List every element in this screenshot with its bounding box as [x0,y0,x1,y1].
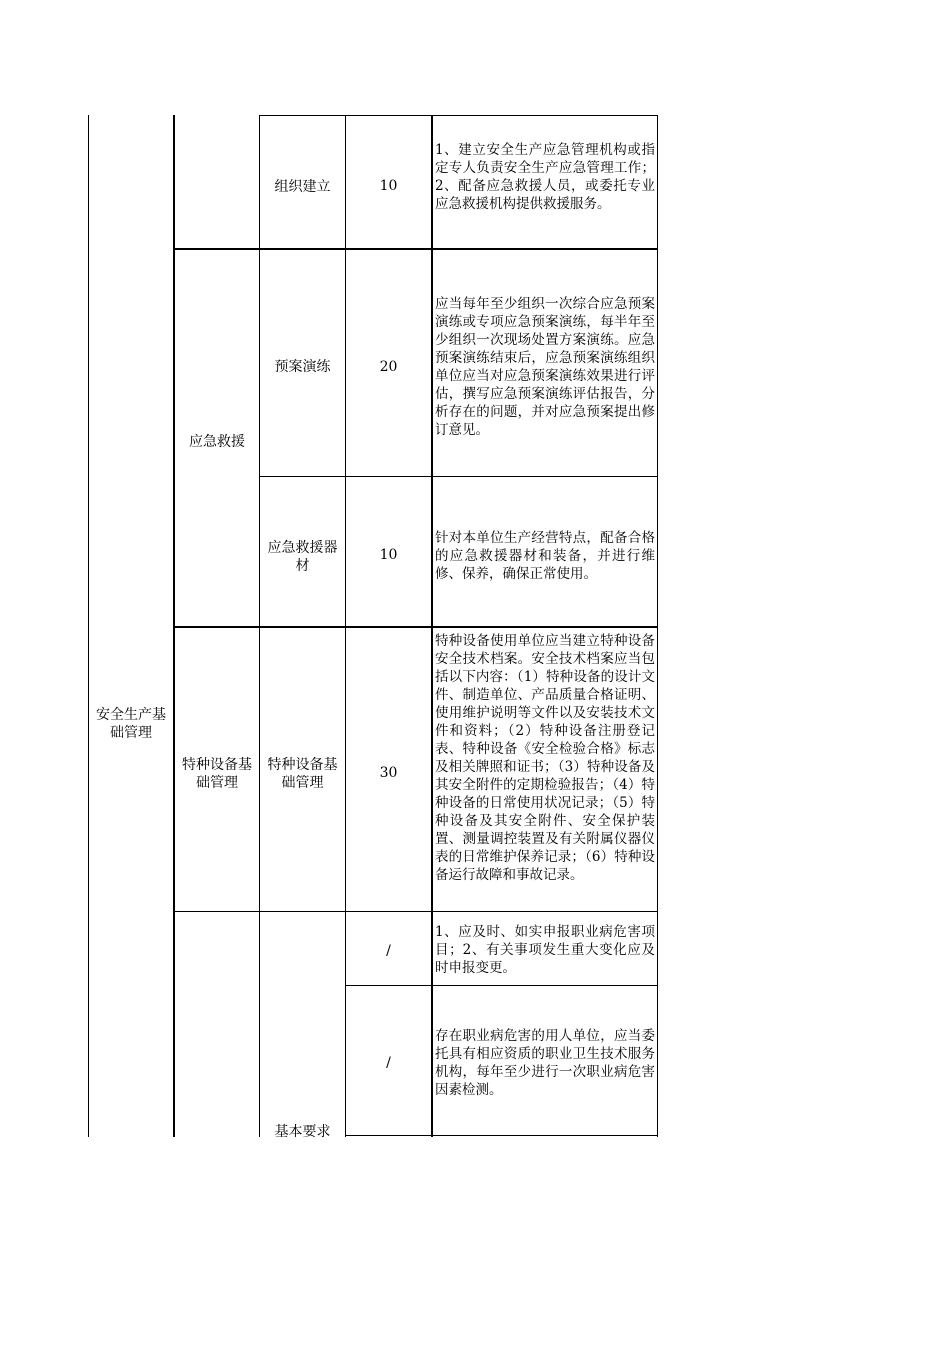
grid-line [345,1135,658,1136]
subcategory-cell: 应急救援 [189,434,245,450]
grid-line [88,115,89,1137]
description-cell: 应当每年至少组织一次综合应急预案演练或专项应急预案演练，每半年至少组织一次现场处置方案演练。应急预案演练结束后，应急预案演练组织单位应当对应急预案演练效果进行评估，撰写应急预案演练评估报告，分析存在的问题，并对应急预案提出修订意见。 [435,296,655,438]
item-cell: 基本要求 [274,1124,331,1140]
item-cell: 特种设备基础管理 [267,757,338,791]
description-cell: 特种设备使用单位应当建立特种设备安全技术档案。安全技术档案应当包括以下内容：（1）特种设备的设计文件、制造单位、产品质量合格证明、使用维护说明等文件以及安装技术文件和资料；（2）特种设备注册登记表、特种设备《安全检验合格》标志及相关牌照和证书；（3）特种设备及其安全附件的定期检验报告；（4）特种设备的日常使用状况记录；（5）特种设备及其安全附件、安全保护装置、测量调控装置及有关附属仪器仪表的日常维护保养记录；（6）特种设备运行故障和事故记录。 [435,633,655,883]
item-cell: 预案演练 [274,359,331,375]
description-cell: 存在职业病危害的用人单位，应当委托具有相应资质的职业卫生技术服务机构，每年至少进行一次职业病危害因素检测。 [435,1028,655,1098]
item-cell: 应急救援器材 [267,540,338,574]
grid-line [345,985,658,986]
score-cell: / [386,1055,391,1071]
description-cell: 针对本单位生产经营特点，配备合格的应急救援器材和装备，并进行维修、保养，确保正常使用。 [435,530,655,582]
score-cell: / [386,943,391,959]
grid-line [173,626,658,628]
score-cell: 10 [379,178,398,194]
item-cell: 组织建立 [274,179,331,195]
grid-line [259,115,658,116]
subcategory-cell: 特种设备基础管理 [182,757,252,791]
grid-line [259,476,658,477]
grid-line [173,248,658,250]
score-cell: 30 [379,765,398,781]
category-cell: 安全生产基础管理 [96,707,166,741]
score-cell: 10 [379,547,398,563]
score-cell: 20 [379,359,398,375]
description-cell: 1、建立安全生产应急管理机构或指定专人负责安全生产应急管理工作；2、配备应急救援人员，或委托专业应急救援机构提供救援服务。 [435,142,655,212]
grid-line [173,911,658,912]
description-cell: 1、应及时、如实申报职业病危害项目；2、有关事项发生重大变化应及时申报变更。 [435,924,655,976]
